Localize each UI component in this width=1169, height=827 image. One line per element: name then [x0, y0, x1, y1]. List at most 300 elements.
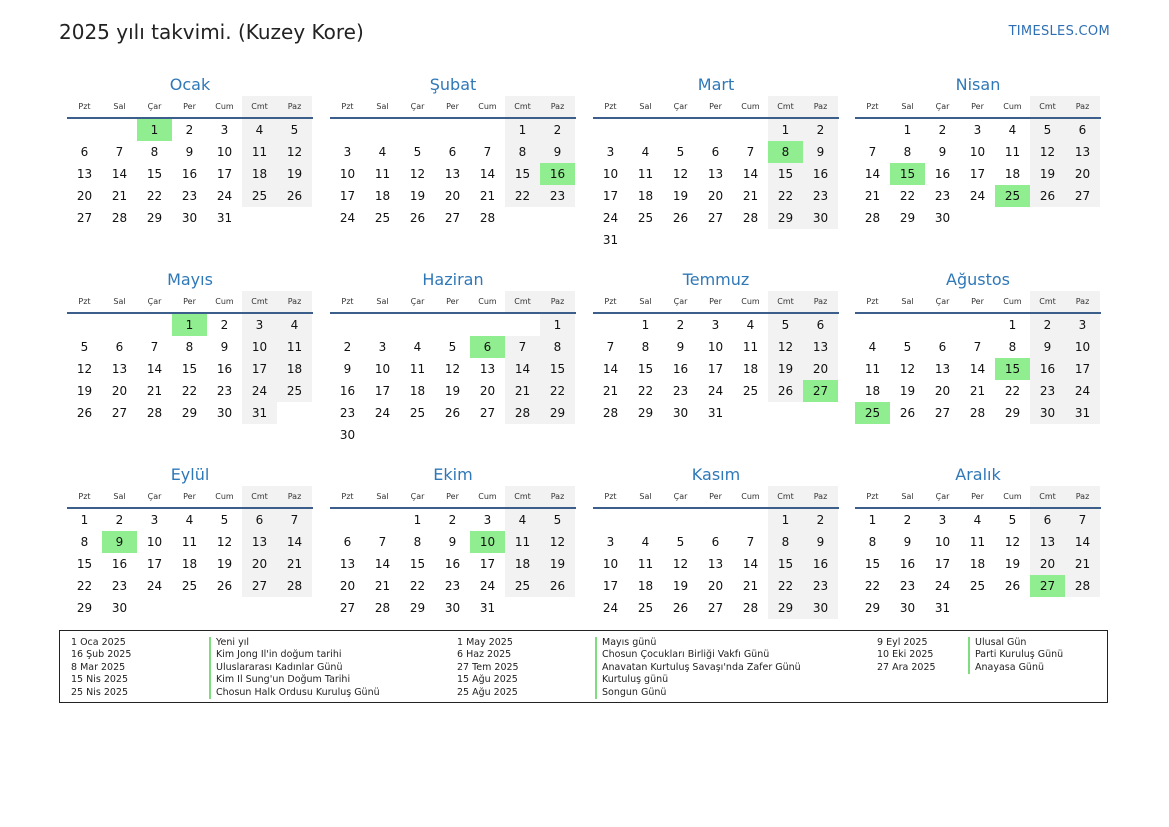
- day-cell: 12: [1004, 535, 1021, 549]
- month-calendar: [855, 464, 1101, 619]
- day-cell: 31: [1065, 402, 1100, 424]
- day-cell: 28: [1065, 575, 1100, 597]
- day-cell: 10: [1065, 336, 1100, 358]
- month-name: Ekim: [433, 465, 473, 484]
- weekday-label: Cum: [478, 297, 497, 306]
- day-cell: 27: [76, 211, 93, 225]
- day-cell: 5: [277, 119, 312, 141]
- weekday-label: Pzt: [866, 492, 879, 501]
- day-cell: 16: [444, 557, 461, 571]
- day-cell: 9: [220, 340, 229, 354]
- day-cell: 13: [707, 557, 724, 571]
- weekday-label: Paz: [1065, 486, 1100, 507]
- day-cell: 26: [76, 406, 93, 420]
- day-cell: 25: [969, 579, 986, 593]
- day-cell: 10: [216, 145, 233, 159]
- day-cell: 4: [378, 145, 387, 159]
- day-cell: 20: [111, 384, 128, 398]
- day-cell: 14: [969, 362, 986, 376]
- day-cell: 1: [1008, 318, 1017, 332]
- day-cell: 15: [768, 163, 803, 185]
- empty-day-cell: [400, 119, 435, 141]
- day-cell: 23: [934, 189, 951, 203]
- day-cell: 23: [339, 406, 356, 420]
- weekday-label: Cmt: [768, 291, 803, 312]
- month-name: Mayıs: [167, 270, 213, 289]
- day-cell: 19: [768, 358, 803, 380]
- day-cell: 21: [742, 189, 759, 203]
- empty-day-cell: [803, 402, 838, 424]
- day-cell: 18: [742, 362, 759, 376]
- weekday-label: Pzt: [604, 492, 617, 501]
- day-cell: 25: [181, 579, 198, 593]
- day-cell: 10: [602, 557, 619, 571]
- day-cell: 29: [76, 601, 93, 615]
- holiday-day-cell: 15: [995, 358, 1030, 380]
- day-cell: 1: [80, 513, 89, 527]
- day-cell: 10: [602, 167, 619, 181]
- month-name: Aralık: [955, 465, 1001, 484]
- weekday-label: Per: [709, 492, 722, 501]
- day-cell: 22: [768, 575, 803, 597]
- day-cell: 18: [969, 557, 986, 571]
- empty-day-cell: [540, 207, 575, 229]
- day-cell: 3: [483, 513, 492, 527]
- weekday-label: Cum: [478, 492, 497, 501]
- day-cell: 4: [413, 340, 422, 354]
- day-cell: 12: [540, 531, 575, 553]
- day-cell: 4: [1008, 123, 1017, 137]
- day-cell: 24: [146, 579, 163, 593]
- day-cell: 15: [409, 557, 426, 571]
- month-name: Şubat: [429, 75, 477, 94]
- day-cell: 5: [903, 340, 912, 354]
- month-name: Nisan: [955, 75, 1001, 94]
- empty-day-cell: [540, 597, 575, 619]
- weekday-label: Cum: [215, 102, 234, 111]
- page-title: 2025 yılı takvimi. (Kuzey Kore): [59, 20, 364, 44]
- day-cell: 17: [1065, 358, 1100, 380]
- day-cell: 11: [181, 535, 198, 549]
- day-cell: 14: [479, 167, 496, 181]
- day-cell: 26: [409, 211, 426, 225]
- day-cell: 13: [1030, 531, 1065, 553]
- day-cell: 18: [242, 163, 277, 185]
- day-cell: 9: [448, 535, 457, 549]
- day-cell: 12: [277, 141, 312, 163]
- day-cell: 3: [1065, 314, 1100, 336]
- day-cell: 4: [185, 513, 194, 527]
- day-cell: 19: [672, 189, 689, 203]
- day-cell: 3: [220, 123, 229, 137]
- weekday-label: Paz: [1065, 291, 1100, 312]
- legend-holiday-name: Chosun Çocukları Birliği Vakfı Günü: [595, 649, 801, 661]
- day-cell: 12: [672, 557, 689, 571]
- day-cell: 3: [242, 314, 277, 336]
- weekday-header: [330, 96, 576, 119]
- day-cell: 29: [409, 601, 426, 615]
- weekday-label: Cmt: [242, 291, 277, 312]
- day-cell: 12: [672, 167, 689, 181]
- day-cell: 13: [803, 336, 838, 358]
- weekday-label: Per: [183, 102, 196, 111]
- day-cell: 1: [768, 119, 803, 141]
- weekday-label: Cum: [741, 102, 760, 111]
- day-cell: 3: [711, 318, 720, 332]
- day-cell: 24: [707, 384, 724, 398]
- weekday-label: Çar: [410, 297, 425, 306]
- day-cell: 21: [505, 380, 540, 402]
- day-cell: 5: [540, 509, 575, 531]
- weekday-label: Cmt: [1030, 291, 1065, 312]
- weekday-label: Çar: [147, 102, 162, 111]
- month-name: Kasım: [691, 465, 741, 484]
- weekday-label: Sal: [901, 102, 914, 111]
- day-cell: 16: [803, 553, 838, 575]
- day-cell: 20: [934, 384, 951, 398]
- weekday-label: Sal: [113, 102, 126, 111]
- empty-day-cell: [960, 314, 995, 336]
- empty-day-cell: [803, 229, 838, 251]
- empty-day-cell: [400, 424, 435, 446]
- day-cell: 6: [711, 535, 720, 549]
- empty-day-cell: [698, 229, 733, 251]
- day-cell: 27: [1065, 185, 1100, 207]
- day-cell: 20: [707, 189, 724, 203]
- holiday-day-cell: 27: [803, 380, 838, 402]
- month-calendar: [330, 464, 576, 619]
- day-cell: 25: [242, 185, 277, 207]
- day-cell: 21: [742, 579, 759, 593]
- weekday-label: Cmt: [505, 486, 540, 507]
- holiday-day-cell: 27: [1030, 575, 1065, 597]
- day-cell: 14: [111, 167, 128, 181]
- legend-date: 9 Eyl 2025: [877, 637, 928, 648]
- day-cell: 23: [444, 579, 461, 593]
- day-cell: 16: [934, 167, 951, 181]
- day-cell: 4: [641, 535, 650, 549]
- day-cell: 12: [444, 362, 461, 376]
- weekday-label: Cmt: [505, 96, 540, 117]
- day-cell: 30: [339, 428, 356, 442]
- empty-day-cell: [663, 229, 698, 251]
- day-cell: 2: [1030, 314, 1065, 336]
- empty-day-cell: [1030, 207, 1065, 229]
- day-cell: 22: [768, 185, 803, 207]
- day-cell: 19: [1030, 163, 1065, 185]
- legend-date: 27 Tem 2025: [457, 661, 519, 673]
- day-cell: 30: [181, 211, 198, 225]
- day-cell: 13: [934, 362, 951, 376]
- weekday-header: [593, 486, 839, 509]
- weekday-label: Cmt: [242, 96, 277, 117]
- weekday-label: Çar: [935, 102, 950, 111]
- day-cell: 17: [339, 189, 356, 203]
- empty-day-cell: [330, 314, 365, 336]
- weekday-label: Per: [183, 297, 196, 306]
- holiday-day-cell: 10: [470, 531, 505, 553]
- day-cell: 22: [409, 579, 426, 593]
- day-grid: [855, 314, 1100, 424]
- day-cell: 23: [672, 384, 689, 398]
- day-cell: 21: [374, 579, 391, 593]
- empty-day-cell: [663, 509, 698, 531]
- day-cell: 20: [444, 189, 461, 203]
- month-calendar: [330, 269, 576, 446]
- empty-day-cell: [137, 597, 172, 619]
- day-cell: 5: [448, 340, 457, 354]
- legend-date: 1 May 2025: [457, 637, 513, 648]
- weekday-label: Sal: [113, 492, 126, 501]
- day-cell: 13: [111, 362, 128, 376]
- empty-day-cell: [768, 229, 803, 251]
- day-cell: 8: [1008, 340, 1017, 354]
- day-cell: 16: [181, 167, 198, 181]
- day-cell: 19: [76, 384, 93, 398]
- day-cell: 21: [864, 189, 881, 203]
- day-cell: 24: [602, 211, 619, 225]
- day-cell: 17: [146, 557, 163, 571]
- legend-date: 27 Ara 2025: [877, 661, 936, 673]
- day-cell: 1: [868, 513, 877, 527]
- empty-day-cell: [435, 119, 470, 141]
- day-cell: 17: [934, 557, 951, 571]
- month-calendar: [855, 269, 1101, 424]
- day-cell: 7: [746, 535, 755, 549]
- day-cell: 27: [111, 406, 128, 420]
- day-cell: 24: [602, 601, 619, 615]
- day-cell: 17: [602, 189, 619, 203]
- day-cell: 16: [803, 163, 838, 185]
- empty-day-cell: [1030, 597, 1065, 619]
- weekday-label: Çar: [147, 492, 162, 501]
- weekday-label: Paz: [803, 96, 838, 117]
- legend-holiday-name: Anavatan Kurtuluş Savaşı'nda Zafer Günü: [595, 662, 801, 674]
- weekday-label: Per: [971, 102, 984, 111]
- day-cell: 11: [409, 362, 426, 376]
- day-cell: 19: [899, 384, 916, 398]
- weekday-label: Pzt: [78, 102, 91, 111]
- day-cell: 12: [216, 535, 233, 549]
- day-cell: 2: [185, 123, 194, 137]
- day-cell: 26: [540, 575, 575, 597]
- day-cell: 28: [146, 406, 163, 420]
- day-cell: 9: [903, 535, 912, 549]
- day-cell: 18: [374, 189, 391, 203]
- empty-day-cell: [663, 119, 698, 141]
- weekday-label: Paz: [540, 486, 575, 507]
- empty-day-cell: [505, 597, 540, 619]
- day-cell: 21: [111, 189, 128, 203]
- day-cell: 25: [277, 380, 312, 402]
- empty-day-cell: [593, 509, 628, 531]
- weekday-label: Paz: [1065, 96, 1100, 117]
- weekday-label: Per: [971, 297, 984, 306]
- day-cell: 17: [479, 557, 496, 571]
- day-cell: 22: [864, 579, 881, 593]
- day-cell: 30: [444, 601, 461, 615]
- weekday-header: [593, 291, 839, 314]
- weekday-label: Çar: [147, 297, 162, 306]
- legend-holiday-name: Uluslararası Kadınlar Günü: [209, 662, 380, 674]
- day-cell: 31: [602, 233, 619, 247]
- empty-day-cell: [242, 597, 277, 619]
- weekday-label: Pzt: [78, 297, 91, 306]
- empty-day-cell: [540, 424, 575, 446]
- day-cell: 7: [505, 336, 540, 358]
- legend-date: 16 Şub 2025: [71, 649, 132, 661]
- holiday-day-cell: 15: [890, 163, 925, 185]
- day-cell: 11: [637, 557, 654, 571]
- day-cell: 5: [676, 145, 685, 159]
- day-cell: 20: [479, 384, 496, 398]
- day-cell: 6: [448, 145, 457, 159]
- weekday-label: Cmt: [768, 486, 803, 507]
- weekday-label: Per: [709, 102, 722, 111]
- day-cell: 13: [339, 557, 356, 571]
- day-cell: 20: [76, 189, 93, 203]
- day-cell: 7: [277, 509, 312, 531]
- day-cell: 7: [606, 340, 615, 354]
- legend-holiday-name: Yeni yıl: [209, 637, 380, 649]
- weekday-label: Pzt: [78, 492, 91, 501]
- empty-day-cell: [365, 424, 400, 446]
- empty-day-cell: [470, 119, 505, 141]
- day-cell: 28: [969, 406, 986, 420]
- empty-day-cell: [470, 314, 505, 336]
- day-cell: 7: [746, 145, 755, 159]
- weekday-label: Per: [446, 492, 459, 501]
- day-cell: 10: [934, 535, 951, 549]
- day-cell: 24: [479, 579, 496, 593]
- empty-day-cell: [698, 119, 733, 141]
- day-cell: 17: [216, 167, 233, 181]
- empty-day-cell: [733, 229, 768, 251]
- day-cell: 15: [540, 358, 575, 380]
- day-cell: 13: [707, 167, 724, 181]
- day-cell: 15: [146, 167, 163, 181]
- month-name: Ağustos: [946, 270, 1010, 289]
- weekday-label: Paz: [277, 96, 312, 117]
- weekday-label: Pzt: [866, 297, 879, 306]
- day-cell: 27: [444, 211, 461, 225]
- day-cell: 14: [505, 358, 540, 380]
- day-cell: 22: [181, 384, 198, 398]
- day-cell: 3: [973, 123, 982, 137]
- day-cell: 24: [216, 189, 233, 203]
- weekday-label: Cum: [1003, 297, 1022, 306]
- legend-date: 25 Ağu 2025: [457, 686, 518, 698]
- empty-day-cell: [365, 119, 400, 141]
- day-cell: 6: [1065, 119, 1100, 141]
- day-cell: 9: [803, 531, 838, 553]
- day-cell: 14: [742, 167, 759, 181]
- day-cell: 5: [676, 535, 685, 549]
- day-cell: 28: [864, 211, 881, 225]
- day-cell: 10: [242, 336, 277, 358]
- day-cell: 3: [606, 535, 615, 549]
- day-cell: 8: [903, 145, 912, 159]
- day-cell: 13: [1065, 141, 1100, 163]
- day-grid: [67, 119, 312, 229]
- day-cell: 17: [242, 358, 277, 380]
- legend-holiday-name: Anayasa Günü: [968, 662, 1063, 674]
- day-cell: 4: [641, 145, 650, 159]
- day-cell: 22: [637, 384, 654, 398]
- legend-holiday-name: Kurtuluş günü: [595, 674, 801, 686]
- weekday-label: Sal: [376, 102, 389, 111]
- empty-day-cell: [855, 119, 890, 141]
- day-cell: 15: [181, 362, 198, 376]
- day-cell: 14: [146, 362, 163, 376]
- day-cell: 22: [1004, 384, 1021, 398]
- day-grid: [67, 314, 312, 424]
- empty-day-cell: [768, 402, 803, 424]
- day-cell: 7: [868, 145, 877, 159]
- empty-day-cell: [277, 207, 312, 229]
- weekday-label: Per: [971, 492, 984, 501]
- weekday-label: Paz: [803, 486, 838, 507]
- day-cell: 22: [146, 189, 163, 203]
- day-cell: 17: [969, 167, 986, 181]
- month-calendar: [593, 269, 839, 424]
- day-cell: 2: [343, 340, 352, 354]
- day-cell: 2: [540, 119, 575, 141]
- month-name: Eylül: [170, 465, 210, 484]
- empty-day-cell: [855, 314, 890, 336]
- day-cell: 2: [220, 318, 229, 332]
- weekday-label: Sal: [639, 492, 652, 501]
- day-cell: 10: [969, 145, 986, 159]
- day-cell: 13: [444, 167, 461, 181]
- legend-holiday-name: Ulusal Gün: [968, 637, 1063, 649]
- day-cell: 12: [1030, 141, 1065, 163]
- holiday-legend: [59, 630, 1108, 703]
- day-cell: 6: [343, 535, 352, 549]
- weekday-header: [855, 96, 1101, 119]
- weekday-label: Per: [709, 297, 722, 306]
- day-cell: 20: [707, 579, 724, 593]
- day-cell: 26: [216, 579, 233, 593]
- day-cell: 20: [1065, 163, 1100, 185]
- day-cell: 25: [742, 384, 759, 398]
- legend-holiday-name: Parti Kuruluş Günü: [968, 649, 1063, 661]
- legend-holiday-name: Kim Jong Il'in doğum tarihi: [209, 649, 380, 661]
- day-cell: 24: [339, 211, 356, 225]
- day-cell: 16: [672, 362, 689, 376]
- day-cell: 25: [505, 575, 540, 597]
- empty-day-cell: [505, 207, 540, 229]
- day-cell: 30: [672, 406, 689, 420]
- month-name: Ocak: [169, 75, 211, 94]
- empty-day-cell: [995, 597, 1030, 619]
- site-link[interactable]: TIMESLES.COM: [1008, 24, 1110, 39]
- day-cell: 24: [374, 406, 391, 420]
- day-cell: 15: [637, 362, 654, 376]
- weekday-label: Çar: [410, 492, 425, 501]
- day-cell: 29: [768, 207, 803, 229]
- empty-day-cell: [207, 597, 242, 619]
- day-cell: 11: [969, 535, 986, 549]
- day-cell: 31: [242, 402, 277, 424]
- weekday-label: Cum: [741, 492, 760, 501]
- day-cell: 2: [903, 513, 912, 527]
- empty-day-cell: [628, 119, 663, 141]
- day-cell: 23: [540, 185, 575, 207]
- empty-day-cell: [277, 597, 312, 619]
- day-cell: 25: [374, 211, 391, 225]
- holiday-day-cell: 1: [172, 314, 207, 336]
